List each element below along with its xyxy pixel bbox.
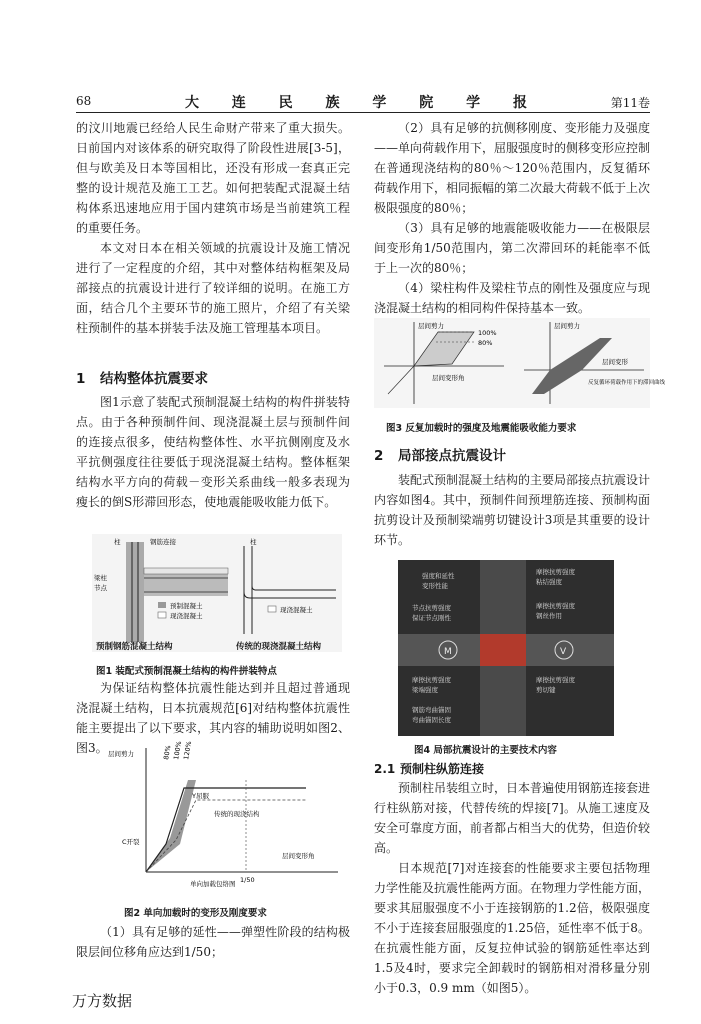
right-column-bottom	[374, 778, 650, 998]
fig3-ylabel-a: 层间剪力	[418, 322, 444, 330]
paragraph-4: 为保证结构整体抗震性能达到并且超过普通现浇混凝土结构，日本抗震规范[6]对结构整体抗震性能主要提出了以下要求，其内容的辅助说明如图2、图3。	[76, 681, 350, 755]
left-column-top	[76, 118, 350, 338]
fig1-caption: 图1 装配式预制混凝土结构的构件拼装特点	[96, 666, 277, 677]
fig1-legend-precast: 预制混凝土	[170, 602, 203, 610]
fig2-pct100: 100%	[172, 740, 184, 761]
fig4-ml2: 保证节点刚性	[412, 614, 451, 622]
subsection-2-1-title: 预制柱纵筋连接	[400, 762, 485, 776]
fig1-sub-b: 传统的现浇混凝土结构	[236, 642, 322, 652]
fig1-precast-column	[126, 542, 144, 642]
fig3-xlabel-b: 层间变形	[602, 358, 628, 366]
running-header	[76, 94, 650, 113]
subsection-2-1-heading	[374, 760, 484, 777]
figure-4	[398, 560, 614, 736]
fig4-mr2: 钢丝作用	[536, 612, 562, 620]
fig4-mark-m: M	[444, 647, 452, 657]
fig4-bb1: 钢筋弯曲锚固	[412, 706, 451, 714]
fig2-caption: 图2 单向加载时的变形及刚度要求	[124, 908, 267, 919]
paragraph-7: （3）具有足够的地震能吸收能力——在极限层间变形角1/50范围内，第二次滞回环的耗能率不低于上一次的80％；	[374, 221, 650, 275]
left-column-mid	[76, 392, 350, 512]
fig4-tl2: 变形性能	[422, 582, 448, 590]
fig2-ylabel: 层间剪力	[108, 750, 134, 758]
fig1-label-rebar: 钢筋连接	[150, 538, 176, 546]
fig4-mark-v: V	[560, 647, 567, 657]
fig2-envelope: 单向加载包络图	[190, 880, 236, 888]
fig4-caption: 图4 局部抗震设计的主要技术内容	[414, 745, 557, 756]
fig4-ml1: 节点抗剪强度	[412, 604, 451, 612]
page-number: 68	[76, 94, 92, 108]
paragraph-10: 预制柱吊装组立时，日本普遍使用钢筋连接套进行柱纵筋对接，代替传统的焊接[7]。从施工速度及安全可靠度方面，前者都占相当大的优势，但造价较高。	[374, 781, 651, 855]
fig2-xlabel: 层间变形角	[282, 852, 315, 860]
watermark: 万方数据	[72, 992, 133, 1010]
fig1-legend-cast-b: 现浇混凝土	[280, 606, 313, 614]
fig4-tl1: 强度和延性	[422, 572, 455, 580]
fig2-pct80: 80%	[162, 744, 173, 761]
fig1-label-column-a: 柱	[114, 538, 121, 546]
paragraph-9: 装配式预制混凝土结构的主要局部接点抗震设计内容如图4。其中，预制件间预埋筋连接、预制构面抗剪设计及预制梁端剪切键设计3项是其重要的设计环节。	[374, 473, 651, 547]
section-2-title: 局部接点抗震设计	[398, 448, 506, 464]
paragraph-1: 的汶川地震已经给人民生命财产带来了重大损失。日前国内对该体系的研究取得了阶段性进展[3-5]，但与欧美及日本等国相比，还没有形成一套真正完整的设计规范及施工工艺。如何把装配式混凝土结构体系迅速地应用于国内建筑市场是当前建筑工程的重要任务。	[76, 121, 350, 235]
section-1-title: 结构整体抗震要求	[100, 371, 208, 387]
fig3-caption: 图3 反复加载时的强度及地震能吸收能力要求	[386, 423, 577, 434]
figure-1	[92, 534, 342, 652]
right-column-top	[374, 118, 650, 318]
paragraph-3: 图1示意了装配式预制混凝土结构的构件拼装特点。由于各种预制件间、现浇混凝土层与预制件间的连接点很多，使结构整体性、水平抗侧刚度及水平抗侧强度往往要低于现浇混凝土结构。整体框架结构水平方向的荷载－变形关系曲线一般多表现为瘦长的倒S形滞回形态，使地震能吸收能力低下。	[76, 395, 350, 509]
fig4-br2: 剪切键	[536, 686, 556, 694]
figure-3	[374, 318, 666, 408]
fig4-mr1: 摩擦抗剪强度	[536, 602, 575, 610]
paragraph-2: 本文对日本在相关领域的抗震设计及施工情况进行了一定程度的介绍，其中对整体结构框架及局部接点的抗震设计进行了较详细的说明。在施工方面，结合几个主要环节的施工照片，介绍了有关梁柱预制件的基本拼装手法及施工管理基本项目。	[76, 241, 350, 335]
fig4-bb2: 弯曲锚固长度	[412, 716, 451, 724]
fig1-label-beam-column: 梁柱	[94, 574, 107, 582]
fig2-tick: 1/50	[240, 876, 255, 884]
section-2-heading	[374, 444, 506, 464]
subsection-2-1-number: 2.1	[374, 762, 396, 776]
fig1-label-node: 节点	[94, 584, 107, 592]
fig4-bl1: 摩擦抗剪强度	[412, 676, 451, 684]
paragraph-6: （2）具有足够的抗侧移刚度、变形能力及强度——单向荷载作用下，屈服强度时的侧移变形应控制在普通现浇结构的80％～120％范围内，反复循环荷载作用下，相同振幅的第二次最大荷载不低于上次极限强度的80％；	[374, 121, 651, 215]
section-1-heading	[76, 367, 208, 387]
left-column-p5	[76, 922, 350, 962]
fig4-tr1: 摩擦抗剪强度	[536, 568, 575, 576]
fig3-xlabel-a: 层间变形角	[432, 374, 465, 382]
journal-title: 大 连 民 族 学 院 学 报	[184, 95, 542, 111]
fig1-precast-beam	[144, 574, 228, 596]
paragraph-11: 日本规范[7]对连接套的性能要求主要包括物理力学性能及抗震性能两方面。在物理力学性能方面，要求其屈服强度不小于连接钢筋的1.2倍，极限强度不小于连接套屈服强度的1.25倍，延性率不低于8。在抗震性能方面，反复拉伸试验的钢筋延性率达到1.5及4时，要求完全卸载时的钢筋相对滑移量分别小于0.3，0.9 mm（如图5）。	[374, 861, 651, 995]
fig4-joint	[480, 634, 526, 666]
section-2-number: 2	[374, 448, 384, 464]
fig3-note-b: 反复循环荷载作用下的滞回曲线	[588, 380, 666, 386]
fig4-br1: 摩擦抗剪强度	[536, 676, 575, 684]
volume-label: 第11卷	[610, 96, 650, 110]
fig2-crack: C开裂	[122, 838, 140, 846]
fig3-pct80: 80%	[478, 339, 493, 347]
fig1-legend-cast: 现浇混凝土	[170, 612, 203, 620]
fig1-sub-a: 预制钢筋混凝土结构	[96, 642, 173, 652]
fig3-pct100: 100%	[478, 329, 497, 337]
fig1-label-column-b: 柱	[250, 538, 257, 546]
paragraph-8: （4）梁柱构件及梁柱节点的刚性及强度应与现浇混凝土结构的相同构件保持基本一致。	[374, 281, 650, 315]
fig3-ylabel-b: 层间剪力	[554, 322, 580, 330]
fig4-tr2: 粘结强度	[536, 578, 562, 586]
fig2-trad-curve: 传统的现浇结构	[214, 810, 260, 818]
paragraph-5: （1）具有足够的延性——弹塑性阶段的结构极限层间位移角应达到1/50；	[76, 925, 350, 959]
fig2-yield: Y屈服	[192, 792, 209, 800]
fig4-bl2: 梁端强度	[412, 686, 438, 694]
figure-2	[106, 740, 346, 890]
fig2-band	[146, 780, 196, 872]
fig2-pct120: 120%	[182, 740, 194, 761]
section-1-number: 1	[76, 371, 86, 387]
right-column-p9	[374, 470, 650, 550]
